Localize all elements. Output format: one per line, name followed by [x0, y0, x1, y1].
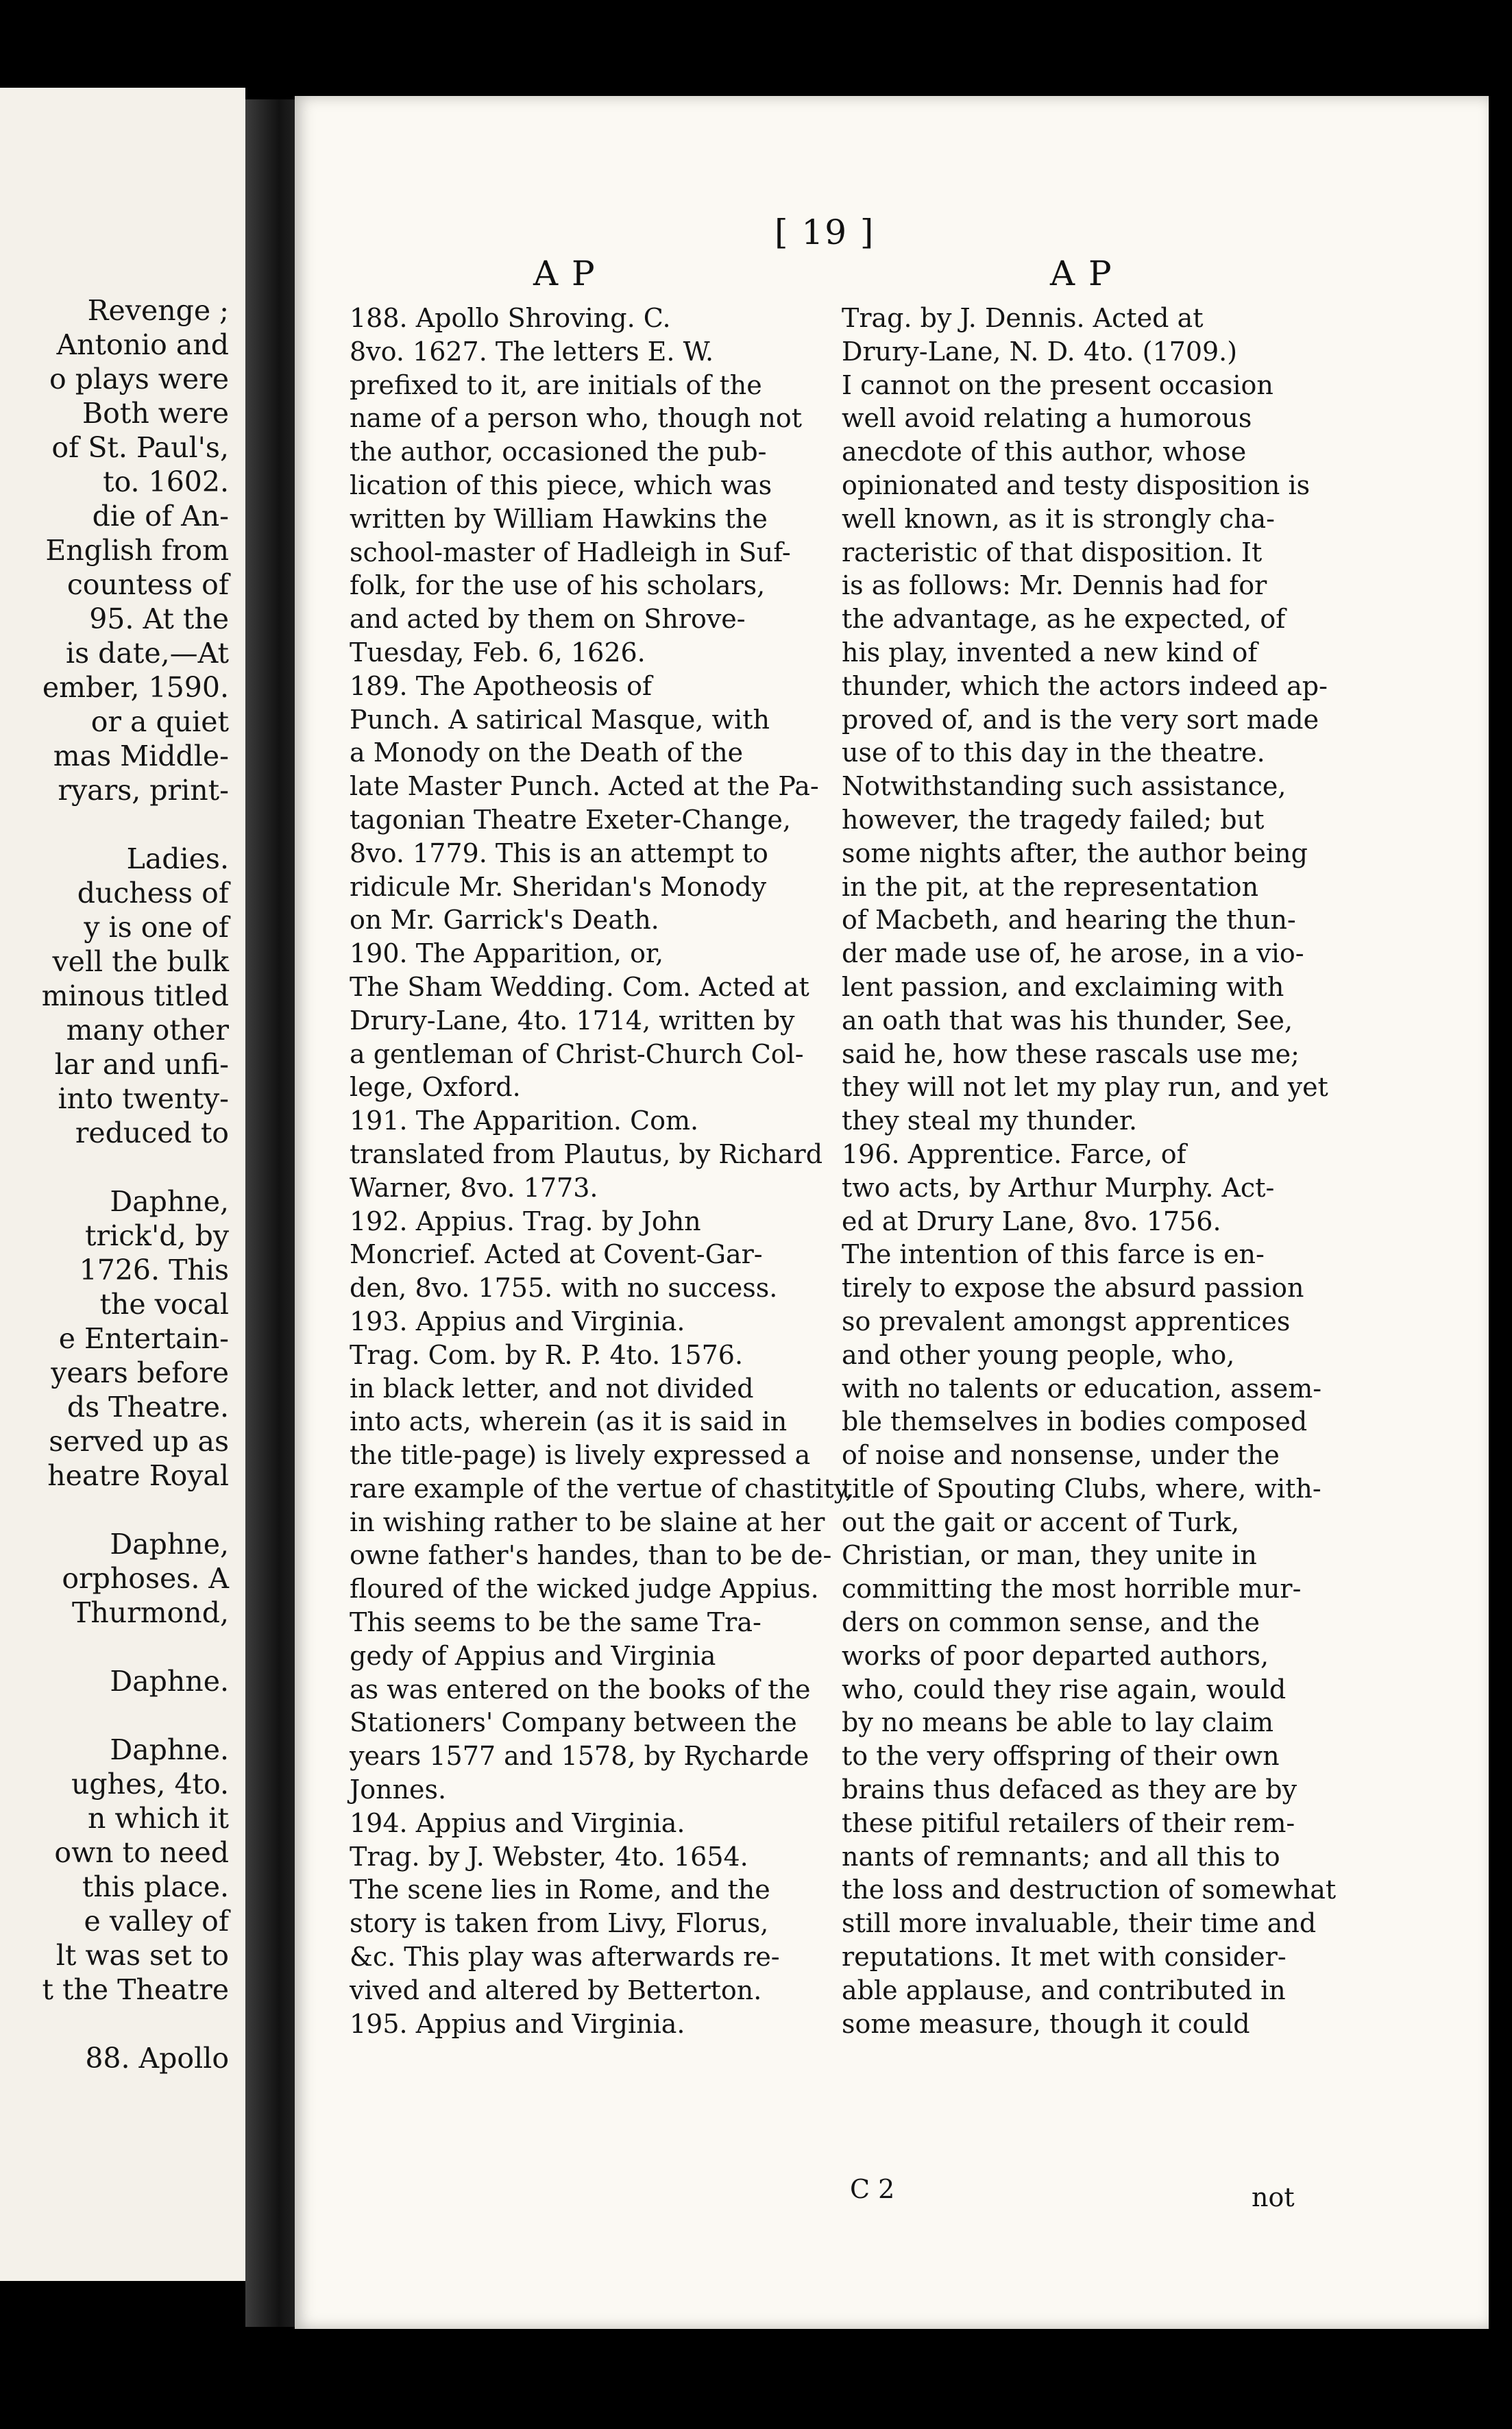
- text-line: so prevalent amongst apprentices: [842, 1306, 1291, 1336]
- text-line: with no talents or education, assem-: [842, 1373, 1322, 1404]
- text-line: 8vo. 1627. The letters E. W.: [350, 336, 714, 367]
- text-line: Trag. by J. Dennis. Acted at: [842, 303, 1204, 333]
- text-line: ds Theatre.: [66, 1391, 229, 1424]
- text-line: years 1577 and 1578, by Rycharde: [350, 1741, 809, 1772]
- book-gutter: [245, 99, 302, 2327]
- text-line: Both were: [82, 397, 229, 430]
- text-line: 189. The Apotheosis of: [350, 670, 653, 701]
- text-line: a gentleman of Christ-Church Col-: [350, 1038, 804, 1069]
- text-line: 95. At the: [89, 602, 229, 635]
- text-line: Christian, or man, they unite in: [842, 1540, 1257, 1571]
- text-line: translated from Plautus, by Richard: [350, 1138, 823, 1169]
- text-line: brains thus defaced as they are by: [842, 1774, 1297, 1805]
- text-line: name of a person who, though not: [350, 403, 803, 434]
- text-line: in black letter, and not divided: [350, 1373, 754, 1404]
- text-line: t the Theatre: [42, 1973, 229, 2006]
- text-line: own to need: [54, 1836, 229, 1869]
- text-line: 188. Apollo Shroving. C.: [350, 303, 671, 333]
- running-head-right: A P: [1050, 254, 1113, 293]
- text-line: opinionated and testy disposition is: [842, 469, 1310, 500]
- catchword: not: [1252, 2182, 1295, 2212]
- text-line: thunder, which the actors indeed ap-: [842, 670, 1328, 701]
- text-line: e Entertain-: [58, 1322, 229, 1355]
- previous-page-text: [3, 293, 229, 2075]
- text-line: into acts, wherein (as it is said in: [350, 1406, 788, 1437]
- text-line: 193. Appius and Virginia.: [350, 1306, 685, 1336]
- text-line: [3, 1630, 229, 1664]
- text-line: The scene lies in Rome, and the: [350, 1875, 770, 1905]
- text-line: Tuesday, Feb. 6, 1626.: [350, 637, 646, 668]
- text-line: minous titled: [41, 979, 229, 1012]
- text-line: his play, invented a new kind of: [842, 637, 1258, 668]
- text-line: out the gait or accent of Turk,: [842, 1506, 1240, 1537]
- text-line: countess of: [66, 568, 229, 601]
- text-line: gedy of Appius and Virginia: [350, 1640, 716, 1671]
- text-line: floured of the wicked judge Appius.: [350, 1574, 819, 1604]
- text-line: nants of remnants; and all this to: [842, 1841, 1280, 1872]
- text-line: as was entered on the books of the: [350, 1674, 811, 1705]
- text-line: Antonio and: [56, 328, 229, 361]
- text-line: committing the most horrible mur-: [842, 1574, 1302, 1604]
- text-line: able applause, and contributed in: [842, 1975, 1286, 2005]
- previous-page: [0, 88, 245, 2281]
- text-line: rare example of the vertue of chastity,: [350, 1473, 854, 1504]
- text-line: [3, 2007, 229, 2041]
- text-line: Stationers' Company between the: [350, 1707, 797, 1738]
- text-line: mas Middle-: [53, 740, 229, 772]
- text-line: Notwithstanding such assistance,: [842, 771, 1287, 802]
- text-line: Trag. Com. by R. P. 4to. 1576.: [350, 1339, 744, 1370]
- text-line: Daphne,: [110, 1185, 229, 1218]
- text-line: tagonian Theatre Exeter-Change,: [350, 804, 791, 835]
- text-line: years before: [51, 1356, 229, 1389]
- text-line: Revenge ;: [87, 294, 229, 327]
- text-line: y is one of: [84, 911, 229, 944]
- text-line: two acts, by Arthur Murphy. Act-: [842, 1172, 1275, 1203]
- text-line: [3, 1493, 229, 1527]
- text-line: duchess of: [77, 877, 229, 910]
- text-line: ridicule Mr. Sheridan's Monody: [350, 871, 767, 902]
- text-line: ember, 1590.: [42, 671, 229, 704]
- text-line: some nights after, the author being: [842, 838, 1308, 868]
- text-line: use of to this day in the theatre.: [842, 737, 1265, 768]
- text-line: the advantage, as he expected, of: [842, 604, 1286, 635]
- text-line: of Macbeth, and hearing the thun-: [842, 905, 1296, 936]
- signature-mark: C 2: [850, 2174, 895, 2204]
- text-line: 190. The Apparition, or,: [350, 938, 664, 969]
- text-line: prefixed to it, are initials of the: [350, 369, 762, 400]
- text-line: by no means be able to lay claim: [842, 1707, 1273, 1738]
- text-line: n which it: [87, 1802, 229, 1835]
- text-line: they will not let my play run, and yet: [842, 1072, 1328, 1103]
- text-line: however, the tragedy failed; but: [842, 804, 1265, 835]
- text-line: vell the bulk: [52, 945, 229, 978]
- text-line: [3, 807, 229, 842]
- text-line: Ladies.: [126, 842, 229, 875]
- text-line: den, 8vo. 1755. with no success.: [350, 1273, 778, 1304]
- text-line: Daphne,: [110, 1528, 229, 1561]
- text-line: of St. Paul's,: [51, 431, 229, 464]
- text-line: die of An-: [92, 500, 229, 533]
- text-line: [3, 1150, 229, 1184]
- text-line: 195. Appius and Virginia.: [350, 2008, 685, 2039]
- text-line: school-master of Hadleigh in Suf-: [350, 537, 791, 567]
- text-line: 196. Apprentice. Farce, of: [842, 1138, 1186, 1169]
- text-line: well known, as it is strongly cha-: [842, 503, 1275, 534]
- text-column-right: [842, 302, 1337, 2040]
- text-line: on Mr. Garrick's Death.: [350, 905, 659, 936]
- text-line: or a quiet: [90, 705, 229, 738]
- text-line: 8vo. 1779. This is an attempt to: [350, 838, 768, 868]
- text-line: is as follows: Mr. Dennis had for: [842, 570, 1267, 601]
- text-line: works of poor departed authors,: [842, 1640, 1269, 1671]
- text-line: I cannot on the present occasion: [842, 369, 1273, 400]
- text-line: is date,—At: [65, 637, 229, 670]
- text-line: 88. Apollo: [85, 2042, 229, 2075]
- text-line: late Master Punch. Acted at the Pa-: [350, 771, 819, 802]
- text-line: ughes, 4to.: [71, 1768, 229, 1801]
- text-line: some measure, though it could: [842, 2008, 1250, 2039]
- text-line: this place.: [82, 1870, 229, 1903]
- text-line: This seems to be the same Tra-: [350, 1607, 761, 1638]
- text-line: Daphne.: [110, 1665, 229, 1698]
- text-line: Punch. A satirical Masque, with: [350, 704, 770, 735]
- text-line: o plays were: [49, 363, 229, 395]
- text-line: who, could they rise again, would: [842, 1674, 1287, 1705]
- text-line: ed at Drury Lane, 8vo. 1756.: [842, 1206, 1221, 1236]
- text-line: the author, occasioned the pub-: [350, 437, 767, 467]
- text-line: Thurmond,: [71, 1596, 229, 1629]
- text-line: written by William Hawkins the: [350, 503, 768, 534]
- text-line: lication of this piece, which was: [350, 469, 772, 500]
- text-line: 192. Appius. Trag. by John: [350, 1206, 701, 1236]
- text-line: Daphne.: [110, 1733, 229, 1766]
- text-line: Trag. by J. Webster, 4to. 1654.: [350, 1841, 748, 1872]
- running-head-left: A P: [533, 254, 596, 293]
- text-line: still more invaluable, their time and: [842, 1908, 1317, 1939]
- text-line: lar and unfi-: [54, 1048, 229, 1081]
- text-line: ble themselves in bodies composed: [842, 1406, 1308, 1437]
- text-line: 1726. This: [79, 1254, 229, 1286]
- text-line: into twenty-: [58, 1082, 229, 1115]
- text-line: tirely to expose the absurd passion: [842, 1273, 1304, 1304]
- text-line: reputations. It met with consider-: [842, 1942, 1287, 1973]
- text-line: in the pit, at the representation: [842, 871, 1259, 902]
- text-line: lt was set to: [56, 1939, 229, 1972]
- text-line: The Sham Wedding. Com. Acted at: [350, 971, 809, 1002]
- text-line: lent passion, and exclaiming with: [842, 971, 1284, 1002]
- text-line: trick'd, by: [85, 1219, 229, 1252]
- text-line: Jonnes.: [350, 1774, 447, 1805]
- text-line: English from: [45, 534, 229, 567]
- text-line: in wishing rather to be slaine at her: [350, 1506, 825, 1537]
- text-line: Moncrief. Acted at Covent-Gar-: [350, 1239, 763, 1270]
- page-number: [ 19 ]: [775, 212, 875, 252]
- text-line: title of Spouting Clubs, where, with-: [842, 1473, 1321, 1504]
- text-line: &c. This play was afterwards re-: [350, 1942, 780, 1973]
- text-line: they steal my thunder.: [842, 1106, 1138, 1136]
- text-line: served up as: [49, 1425, 229, 1458]
- text-line: Drury-Lane, N. D. 4to. (1709.): [842, 336, 1238, 367]
- text-line: anecdote of this author, whose: [842, 437, 1247, 467]
- text-line: the vocal: [99, 1288, 229, 1321]
- text-line: racteristic of that disposition. It: [842, 537, 1263, 567]
- text-line: reduced to: [75, 1116, 229, 1149]
- text-line: a Monody on the Death of the: [350, 737, 744, 768]
- text-line: heatre Royal: [47, 1459, 229, 1492]
- text-line: story is taken from Livy, Florus,: [350, 1908, 769, 1939]
- text-line: vived and altered by Betterton.: [350, 1975, 762, 2005]
- text-line: of noise and nonsense, under the: [842, 1440, 1280, 1471]
- text-line: well avoid relating a humorous: [842, 403, 1252, 434]
- text-line: Drury-Lane, 4to. 1714, written by: [350, 1005, 795, 1036]
- text-line: e valley of: [84, 1905, 229, 1938]
- text-line: an oath that was his thunder, See,: [842, 1005, 1293, 1036]
- text-line: these pitiful retailers of their rem-: [842, 1807, 1295, 1838]
- text-line: proved of, and is the very sort made: [842, 704, 1319, 735]
- text-line: folk, for the use of his scholars,: [350, 570, 766, 601]
- book-page: [295, 96, 1489, 2329]
- text-line: [3, 1698, 229, 1733]
- text-line: the title-page) is lively expressed a: [350, 1440, 811, 1471]
- text-line: The intention of this farce is en-: [842, 1239, 1265, 1270]
- text-line: orphoses. A: [62, 1562, 229, 1595]
- text-line: ders on common sense, and the: [842, 1607, 1260, 1638]
- text-line: said he, how these rascals use me;: [842, 1038, 1300, 1069]
- text-line: 194. Appius and Virginia.: [350, 1807, 685, 1838]
- text-line: owne father's handes, than to be de-: [350, 1540, 832, 1571]
- text-line: der made use of, he arose, in a vio-: [842, 938, 1304, 969]
- text-line: the loss and destruction of somewhat: [842, 1875, 1337, 1905]
- text-line: many other: [66, 1014, 229, 1047]
- text-line: to the very offspring of their own: [842, 1741, 1280, 1772]
- text-line: and acted by them on Shrove-: [350, 604, 746, 635]
- text-line: 191. The Apparition. Com.: [350, 1106, 699, 1136]
- text-column-left: [350, 302, 854, 2040]
- text-line: ryars, print-: [58, 774, 229, 807]
- text-line: and other young people, who,: [842, 1339, 1235, 1370]
- text-line: Warner, 8vo. 1773.: [350, 1172, 598, 1203]
- text-line: to. 1602.: [103, 465, 229, 498]
- text-line: lege, Oxford.: [350, 1072, 521, 1103]
